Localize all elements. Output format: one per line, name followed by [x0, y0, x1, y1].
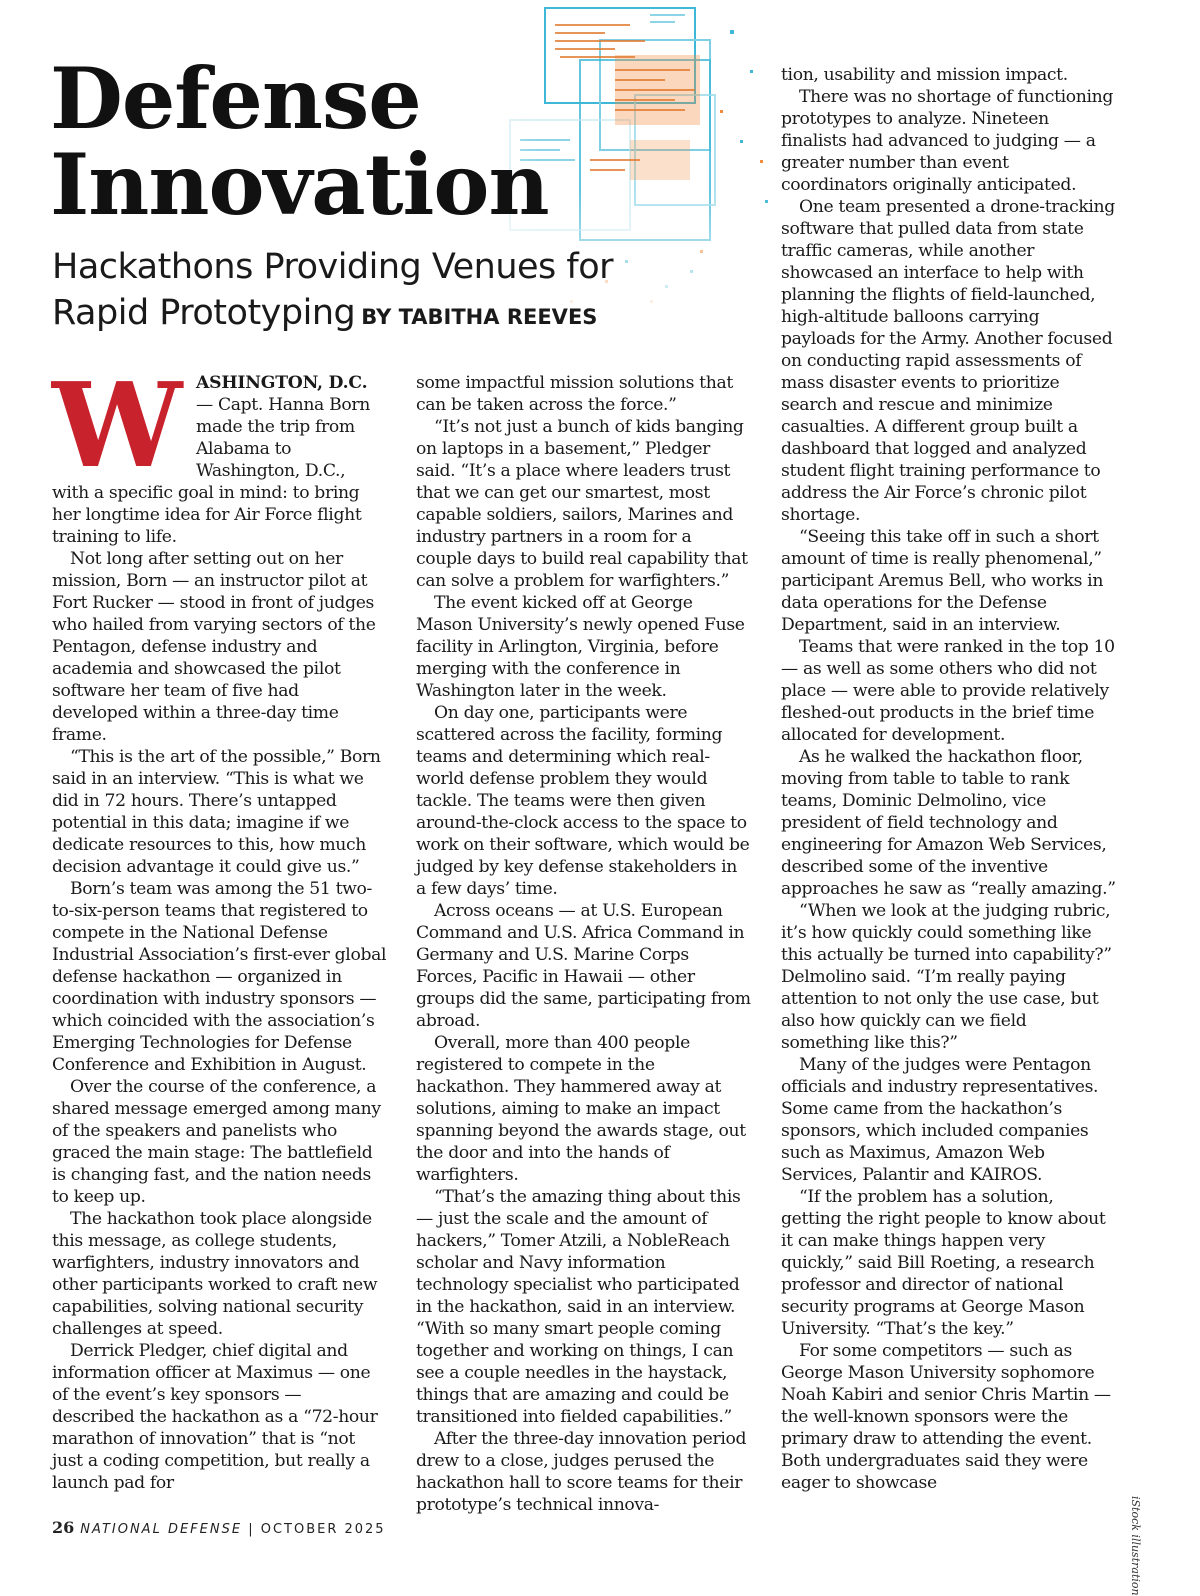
paragraph: The event kicked off at George Mason University’s newly opened Fuse facility in Arlington, Virginia, before merging with the conference in Washington later in the week.: [416, 593, 745, 701]
paragraph: After the three-day innovation period drew to a close, judges perused the hackathon hall to score teams for their prototype’s technical innova-: [416, 1429, 747, 1515]
paragraph: As he walked the hackathon floor, moving from table to table to rank teams, Dominic Delmolino, vice president of field technology and engineering for Amazon Web Services, described some of the inventive approaches he saw as “really amazing.”: [781, 747, 1116, 899]
paragraph: Derrick Pledger, chief digital and information officer at Maximus — one of the event’s key sponsors — described the hackathon as a “72-hour marathon of innovation” that is “not just a coding competition, but really a launch pad for: [52, 1341, 378, 1493]
headline-line-2: Innovation: [50, 135, 549, 234]
paragraph: “That’s the amazing thing about this — just the scale and the amount of hackers,” Tomer Atzili, a NobleReach scholar and Navy information technology specialist who participated in the hackathon, said in an interview. “With so many smart people coming together and working on things, I can see a couple needles in the haystack, things that are amazing and could be transitioned into fielded capabilities.”: [416, 1187, 741, 1427]
article-column-3: [781, 64, 1116, 1494]
paragraph: For some competitors — such as George Mason University sophomore Noah Kabiri and senior Chris Martin — the well-known sponsors were the primary draw to attending the event. Both undergraduates said they were eager to showcase: [781, 1341, 1111, 1493]
dateline: ASHINGTON, D.C.: [196, 373, 368, 393]
paragraph: Not long after setting out on her mission, Born — an instructor pilot at Fort Rucker — stood in front of judges who hailed from varying sectors of the Pentagon, defense industry and academia and showcased the pilot software her team of five had developed within a three-day time frame.: [52, 549, 376, 745]
subheadline: Hackathons Providing Venues for Rapid Prototyping: [52, 247, 614, 333]
drop-cap: W: [52, 358, 179, 494]
issue-date: OCTOBER 2025: [260, 1522, 386, 1537]
byline: BY TABITHA REEVES: [361, 305, 598, 329]
paragraph: some impactful mission solutions that can be taken across the force.”: [416, 373, 733, 415]
paragraph: tion, usability and mission impact.: [781, 65, 1068, 85]
image-credit: iStock illustration: [1129, 1496, 1142, 1596]
subheadline-block: [52, 244, 672, 340]
headline-line-1: Defense: [50, 49, 421, 148]
paragraph: On day one, participants were scattered across the facility, forming teams and determining which real-world defense problem they would tackle. The teams were then given around-the-clock access to the space to work on their software, which would be judged by key defense stakeholders in a few days’ time.: [416, 703, 750, 899]
paragraph: Teams that were ranked in the top 10 — as well as some others who did not place — were able to provide relatively fleshed-out products in the brief time allocated for development.: [781, 637, 1115, 745]
paragraph: Over the course of the conference, a shared message emerged among many of the speakers and panelists who graced the main stage: The battlefield is changing fast, and the nation needs to keep up.: [52, 1077, 381, 1207]
paragraph: Born’s team was among the 51 two-to-six-person teams that registered to compete in the National Defense Industrial Association’s first-ever global defense hackathon — organized in coordination with industry sponsors — which coincided with the association’s Emerging Technologies for Defense Conference and Exhibition in August.: [52, 879, 387, 1075]
paragraph: Overall, more than 400 people registered to compete in the hackathon. They hammered away at solutions, aiming to make an impact spanning beyond the awards stage, out the door and into the hands of warfighters.: [416, 1033, 746, 1185]
paragraph: Many of the judges were Pentagon officials and industry representatives. Some came from the hackathon’s sponsors, which included companies such as Maximus, Amazon Web Services, Palantir and KAIROS.: [781, 1055, 1099, 1185]
page-footer: [52, 1518, 386, 1537]
magazine-name: NATIONAL DEFENSE: [80, 1522, 243, 1537]
page-number: 26: [52, 1518, 75, 1537]
paragraph: There was no shortage of functioning prototypes to analyze. Nineteen finalists had advanced to judging — a greater number than event coordinators originally anticipated.: [781, 87, 1114, 195]
paragraph-text: — Capt. Hanna Born made the trip from Alabama to Washington, D.C., with a specific goal in mind: to bring her longtime idea for Air Force flight training to life.: [52, 395, 370, 547]
paragraph: “It’s not just a bunch of kids banging on laptops in a basement,” Pledger said. “It’s a place where leaders trust that we can get our smartest, most capable soldiers, sailors, Marines and industry partners in a room for a couple days to build real capability that can solve a problem for warfighters.”: [416, 417, 748, 591]
paragraph: “Seeing this take off in such a short amount of time is really phenomenal,” participant Aremus Bell, who works in data operations for the Defense Department, said in an interview.: [781, 527, 1104, 635]
paragraph: One team presented a drone-tracking software that pulled data from state traffic cameras, while another showcased an interface to help with planning the flights of field-launched, high-altitude balloons carrying payloads for the Army. Another focused on conducting rapid assessments of mass disaster events to prioritize search and rescue and minimize casualties. A different group built a dashboard that logged and analyzed student flight training performance to address the Air Force’s chronic pilot shortage.: [781, 197, 1115, 525]
paragraph: “This is the art of the possible,” Born said in an interview. “This is what we did in 72 hours. There’s untapped potential in this data; imagine if we dedicate resources to this, how much decision advantage it could give us.”: [52, 747, 381, 877]
paragraph: Across oceans — at U.S. European Command and U.S. Africa Command in Germany and U.S. Marine Corps Forces, Pacific in Hawaii — other groups did the same, participating from abroad.: [416, 901, 751, 1031]
paragraph: “If the problem has a solution, getting the right people to know about it can make things happen very quickly,” said Bill Roeting, a research professor and director of national security programs at George Mason University. “That’s the key.”: [781, 1187, 1106, 1339]
footer-separator: |: [248, 1522, 255, 1537]
paragraph: “When we look at the judging rubric, it’s how quickly could something like this actually be turned into capability?” Delmolino said. “I’m really paying attention to not only the use case, but also how quickly can we field something like this?”: [781, 901, 1112, 1053]
article-column-1: [52, 358, 387, 1494]
paragraph: The hackathon took place alongside this message, as college students, warfighters, industry innovators and other participants worked to craft new capabilities, solving national security challenges at speed.: [52, 1209, 378, 1339]
article-column-2: [416, 372, 751, 1516]
headline: [50, 49, 549, 234]
